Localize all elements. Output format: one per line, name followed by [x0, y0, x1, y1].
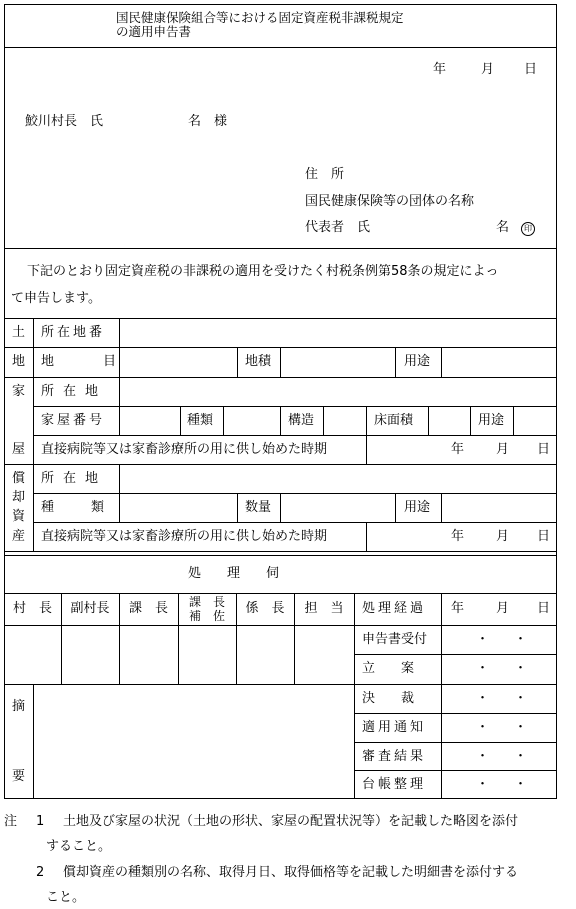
depreciable-use-label: 用途 — [404, 500, 431, 515]
col-section-chief: 課 長 — [128, 601, 168, 616]
process-year-label: 年 — [451, 601, 465, 616]
house-side-label-1: 家 — [12, 384, 26, 399]
date-dot: ・ — [514, 720, 528, 735]
note2-number: 2 — [36, 865, 45, 880]
date-dot: ・ — [476, 661, 490, 676]
house-since-month: 月 — [496, 442, 510, 457]
date-dot: ・ — [514, 691, 528, 706]
date-day-label: 日 — [524, 62, 538, 77]
representative-name-label: 名 — [496, 220, 510, 235]
col-assistant-chief-2: 補 佐 — [188, 609, 225, 623]
date-month-label: 月 — [481, 62, 495, 77]
date-dot: ・ — [514, 777, 528, 792]
notes-label: 注 — [4, 814, 18, 829]
depreciable-since-year: 年 — [451, 529, 465, 544]
house-since-label: 直接病院等又は家畜診療所の用に供し始めた時期 — [41, 442, 328, 457]
depreciable-side-1: 償 — [12, 471, 26, 486]
process-month-label: 月 — [496, 601, 510, 616]
step-draft: 立 案 — [362, 661, 415, 676]
step-received: 申告書受付 — [362, 632, 428, 647]
org-name-label: 国民健康保険等の団体の名称 — [305, 194, 475, 209]
declaration-line1: 下記のとおり固定資産税の非課税の適用を受けたく村税条例第58条の規定によっ — [27, 264, 499, 279]
depreciable-type-label: 種 類 — [41, 500, 117, 515]
land-location-label: 所在地番 — [41, 325, 106, 340]
step-approval: 決 裁 — [362, 691, 415, 706]
form-title-line2: の適用申告書 — [116, 24, 192, 39]
form-title-line1: 国民健康保険組合等における固定資産税非課税規定 — [116, 10, 404, 25]
note2-line2: こと。 — [46, 890, 86, 905]
house-use-label: 用途 — [478, 413, 505, 428]
land-area-label: 地積 — [245, 354, 272, 369]
step-notice: 適用通知 — [362, 720, 427, 735]
land-use-label: 用途 — [404, 354, 431, 369]
note2-line1: 償却資産の種類別の名称、取得月日、取得価格等を記載した明細書を添付する — [63, 865, 519, 880]
house-floor-area-label: 床面積 — [374, 413, 414, 428]
col-subsection-chief: 係 長 — [245, 601, 285, 616]
declaration-line2: て申告します。 — [11, 291, 101, 306]
col-deputy-mayor: 副村長 — [70, 601, 110, 616]
house-structure-label: 構造 — [288, 413, 315, 428]
note1-line2: すること。 — [46, 839, 112, 854]
depreciable-since-month: 月 — [496, 529, 510, 544]
land-side-label-2: 地 — [12, 354, 26, 369]
addressee: 鮫川村長 氏 — [25, 114, 104, 129]
date-dot: ・ — [476, 632, 490, 647]
depreciable-side-3: 資 — [12, 509, 26, 524]
step-ledger: 台帳整理 — [362, 777, 427, 792]
land-category-label: 地 目 — [41, 354, 135, 369]
depreciable-since-day: 日 — [537, 529, 551, 544]
addressee-name-label: 名 様 — [188, 114, 228, 129]
date-year-label: 年 — [433, 62, 447, 77]
processing-heading: 処 理 伺 — [188, 566, 280, 581]
date-dot: ・ — [476, 777, 490, 792]
address-label: 住 所 — [305, 167, 345, 182]
date-dot: ・ — [476, 720, 490, 735]
process-day-label: 日 — [537, 601, 551, 616]
seal-icon: 印 — [521, 222, 535, 236]
depreciable-since-label: 直接病院等又は家畜診療所の用に供し始めた時期 — [41, 529, 328, 544]
col-mayor: 村 長 — [12, 601, 52, 616]
depreciable-qty-label: 数量 — [245, 500, 272, 515]
step-review-result: 審査結果 — [362, 749, 427, 764]
date-dot: ・ — [514, 632, 528, 647]
house-number-label: 家屋番号 — [41, 413, 106, 428]
depreciable-side-4: 産 — [12, 529, 26, 544]
depreciable-location-label: 所在地 — [41, 471, 108, 486]
date-dot: ・ — [476, 691, 490, 706]
date-dot: ・ — [514, 749, 528, 764]
house-location-label: 所在地 — [41, 384, 108, 399]
house-side-label-2: 屋 — [12, 442, 26, 457]
memo-label-2: 要 — [12, 769, 26, 784]
col-assistant-chief-1: 課 長 — [188, 595, 225, 609]
col-staff: 担 当 — [304, 601, 344, 616]
memo-label-1: 摘 — [12, 699, 26, 714]
house-since-day: 日 — [537, 442, 551, 457]
house-type-label: 種類 — [187, 413, 214, 428]
land-side-label-1: 土 — [12, 325, 26, 340]
date-dot: ・ — [514, 661, 528, 676]
process-history-label: 処理経過 — [362, 601, 427, 616]
note1-line1: 土地及び家屋の状況（土地の形状、家屋の配置状況等）を記載した略図を添付 — [63, 814, 519, 829]
representative-label: 代表者 氏 — [305, 220, 371, 235]
depreciable-side-2: 却 — [12, 490, 26, 505]
house-since-year: 年 — [451, 442, 465, 457]
date-dot: ・ — [476, 749, 490, 764]
note1-number: 1 — [36, 814, 45, 829]
